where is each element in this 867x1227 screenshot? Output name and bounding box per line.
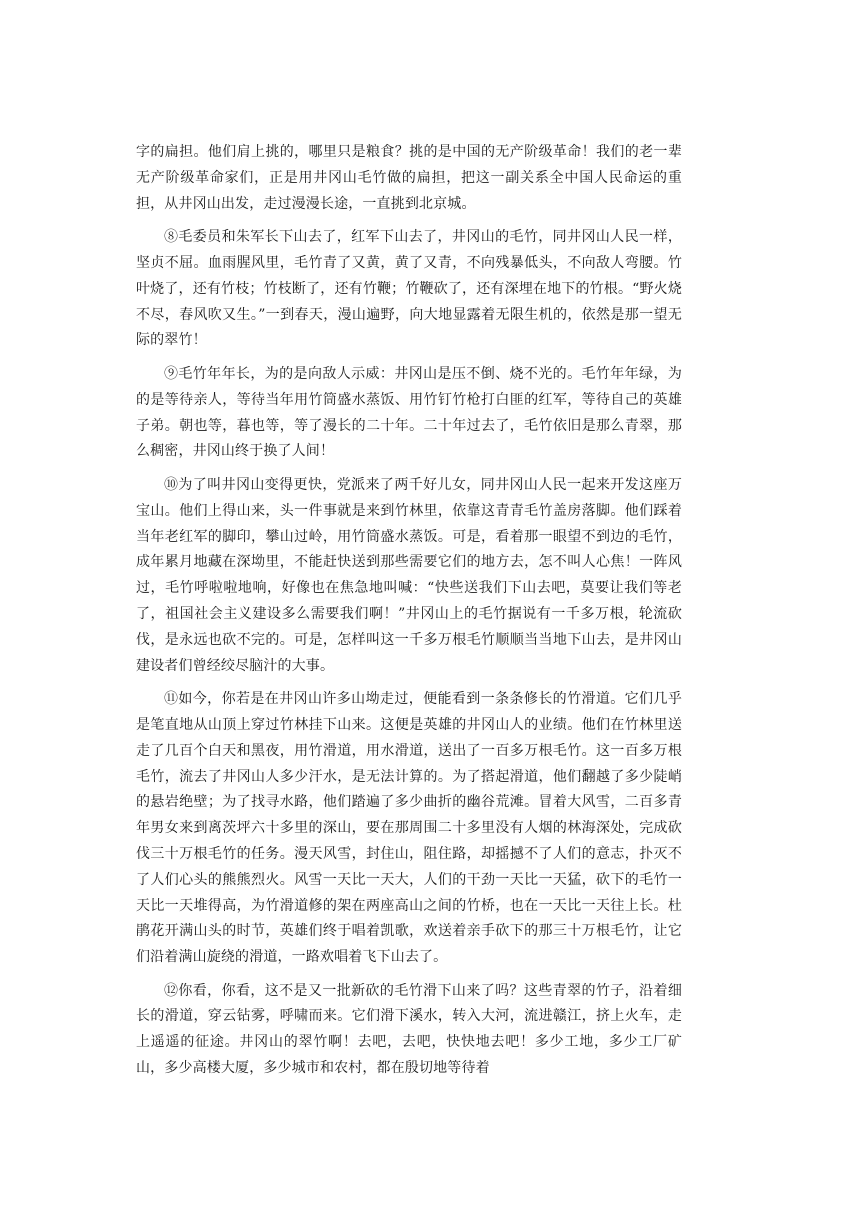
paragraph-10: ⑩为了叫井冈山变得更快，党派来了两千好儿女，同井冈山人民一起来开发这座万宝山。他们上得山来，头一件事就是来到竹林里，依靠这青青毛竹盖房落脚。他们踩着当年老红军的脚印，攀山过岭，用竹筒盛水蒸饭。可是，看着那一眼望不到边的毛竹，成年累月地藏在深坳里，不能赶快送到那些需要它们的地方去，怎不叫人心焦！一阵风过，毛竹呼啦啦地响，好像也在焦急地叫喊：“快些送我们下山去吧，莫要让我们等老了，祖国社会主义建设多么需要我们啊！”井冈山上的毛竹据说有一千多万根，轮流砍伐，是永远也砍不完的。可是，怎样叫这一千多万根毛竹顺顺当当地下山去，是井冈山建设者们曾经绞尽脑汁的大事。: [136, 476, 682, 674]
paragraph-8: ⑧毛委员和朱军长下山去了，红军下山去了，井冈山的毛竹，同井冈山人民一样，坚贞不屈。血雨腥风里，毛竹青了又黄，黄了又青，不向残暴低头，不向敌人弯腰。竹叶烧了，还有竹枝；竹枝断了，还有竹鞭；竹鞭砍了，还有深埋在地下的竹根。“野火烧不尽，春风吹又生。”一到春天，漫山遍野，向大地显露着无限生机的，依然是那一望无际的翠竹！: [136, 229, 682, 349]
paragraph-11: ⑪如今，你若是在井冈山许多山坳走过，便能看到一条条修长的竹滑道。它们几乎是笔直地从山顶上穿过竹林挂下山来。这便是英雄的井冈山人的业绩。他们在竹林里送走了几百个白天和黑夜，用竹滑道，用水滑道，送出了一百多万根毛竹。这一百多万根毛竹，流去了井冈山人多少汗水，是无法计算的。为了搭起滑道，他们翻越了多少陡峭的悬岩绝壁；为了找寻水路，他们踏遍了多少曲折的幽谷荒滩。冒着大风雪，二百多青年男女来到离茨坪六十多里的深山，要在那周围二十多里没有人烟的林海深处，完成砍伐三十万根毛竹的任务。漫天风雪，封住山，阻住路，却摇撼不了人们的意志，扑灭不了人们心头的熊熊烈火。风雪一天比一天大，人们的干劲一天比一天猛，砍下的毛竹一天比一天堆得高，为竹滑道修的架在两座高山之间的竹桥，也在一天比一天往上长。杜鹃花开满山头的时节，英雄们终于唱着凯歌，欢送着亲手砍下的那三十万根毛竹，让它们沿着满山旋绕的滑道，一路欢唱着飞下山去了。: [136, 691, 682, 966]
paragraph-12: ⑫你看，你看，这不是又一批新砍的毛竹滑下山来了吗？这些青翠的竹子，沿着细长的滑道，穿云钻雾，呼啸而来。它们滑下溪水，转入大河，流进赣江，挤上火车，走上遥遥的征途。井冈山的翠竹啊！去吧，去吧，快快地去吧！多少工地，多少工厂矿山，多少高楼大厦，多少城市和农村，都在殷切地等待着: [136, 982, 682, 1077]
article-body: [136, 140, 682, 1082]
paragraph-continuation: 字的扁担。他们肩上挑的，哪里只是粮食？挑的是中国的无产阶级革命！我们的老一辈无产阶级革命家们，正是用井冈山毛竹做的扁担，把这一副关系全中国人民命运的重担，从井冈山出发，走过漫漫长途，一直挑到北京城。: [136, 144, 682, 212]
paragraph-9: ⑨毛竹年年长，为的是向敌人示威：井冈山是压不倒、烧不光的。毛竹年年绿，为的是等待亲人，等待当年用竹筒盛水蒸饭、用竹钉竹枪打白匪的红军，等待自己的英雄子弟。朝也等，暮也等，等了漫长的二十年。二十年过去了，毛竹依旧是那么青翠，那么稠密，井冈山终于换了人间！: [136, 365, 682, 460]
